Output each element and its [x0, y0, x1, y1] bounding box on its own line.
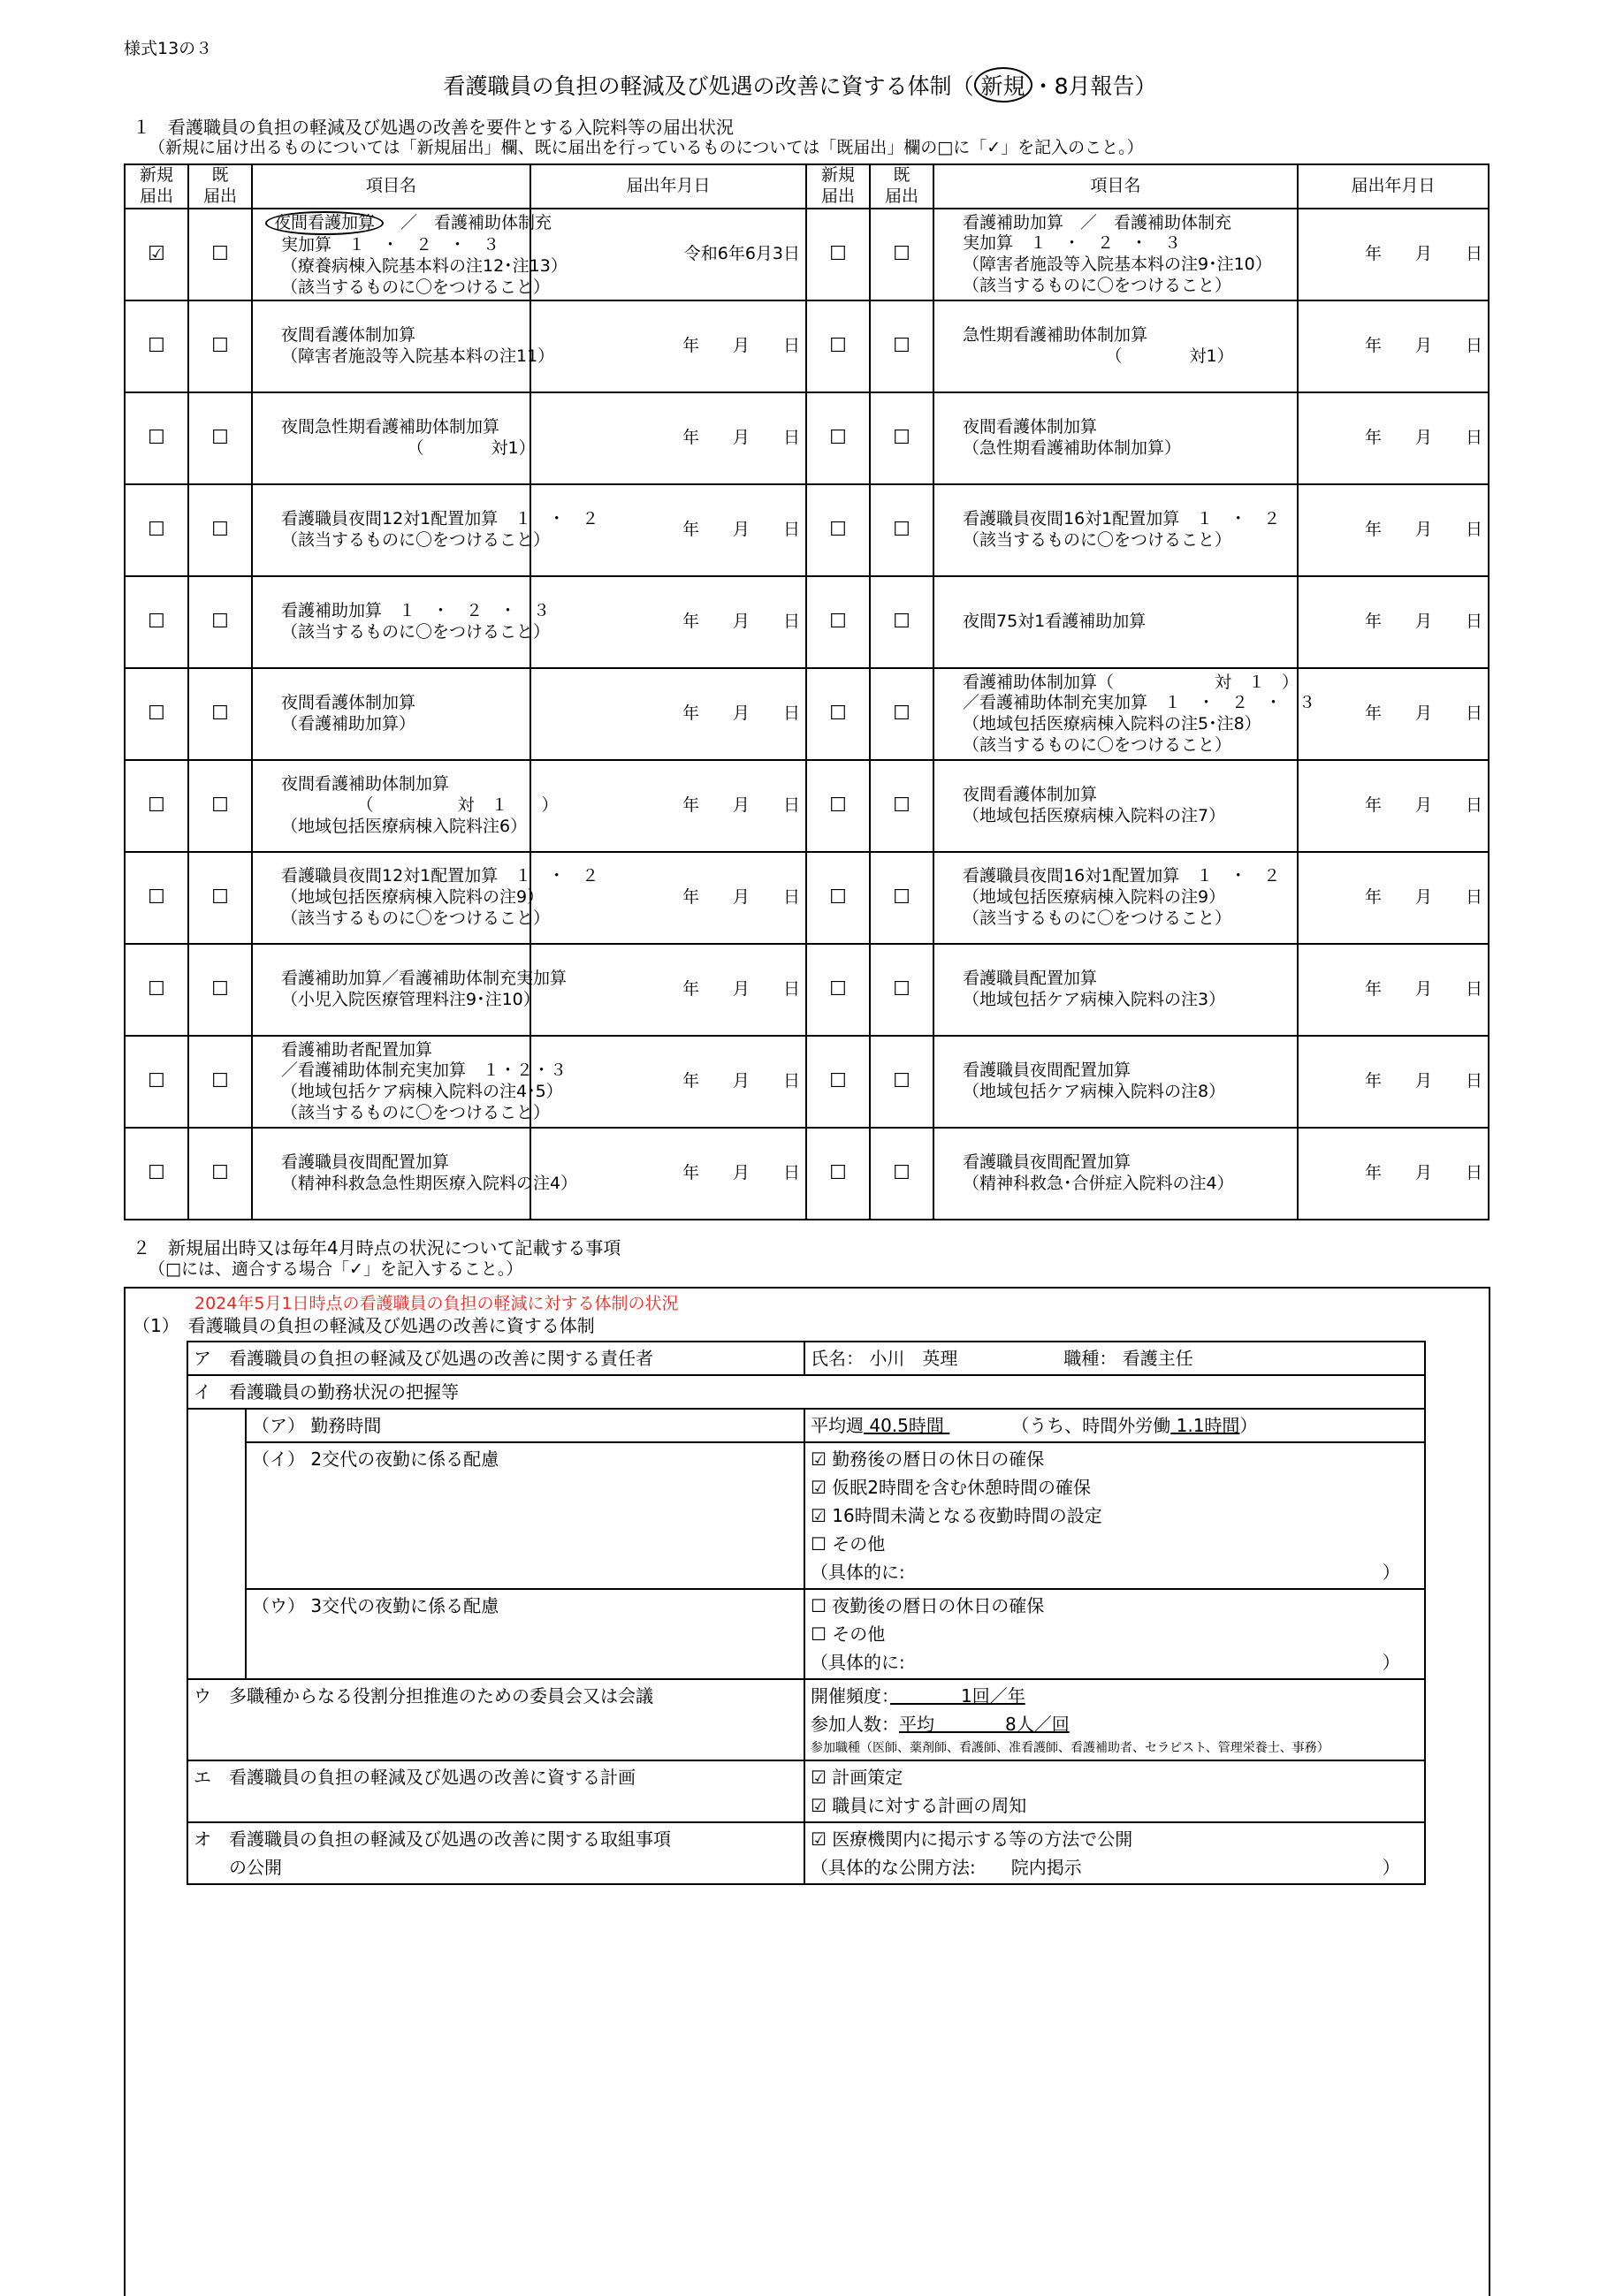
filing-date[interactable]: 年 月 日 — [1298, 209, 1489, 300]
two-shift-specific[interactable]: （具体的に: ） — [811, 1562, 1400, 1583]
item-name: 夜間看護体制加算 （看護補助加算） — [252, 668, 530, 760]
section2-note: （□には、適合する場合「✓」を記入すること。） — [149, 1259, 523, 1279]
new-filing-checkbox[interactable]: ☐ — [806, 209, 870, 300]
work-hours-value[interactable] — [804, 1409, 1425, 1442]
item-name: 夜間75対1看護補助加算 — [933, 576, 1298, 668]
subsection1-heading: （1） 看護職員の負担の軽減及び処遇の改善に資する体制 — [133, 1315, 595, 1336]
title-main: 看護職員の負担の軽減及び処遇の改善に資する体制 — [443, 73, 952, 99]
item-name: 看護職員夜間配置加算 （地域包括ケア病棟入院料の注8） — [933, 1036, 1298, 1128]
header-date-right: 届出年月日 — [1298, 164, 1489, 209]
item-name: 夜間看護補助体制加算 （ 対 １ ） （地域包括医療病棟入院料注6） — [252, 760, 530, 852]
three-shift-options — [804, 1589, 1425, 1679]
two-shift-options — [804, 1442, 1425, 1589]
filing-row — [125, 209, 1489, 300]
new-filing-checkbox[interactable]: ☑ — [125, 209, 188, 300]
filing-date[interactable]: 年 月 日 — [530, 484, 806, 576]
disclosure-label — [187, 1822, 804, 1884]
existing-filing-checkbox[interactable]: ☐ — [870, 576, 933, 668]
header-date: 届出年月日 — [530, 164, 806, 209]
item-name: 看護補助加算 １ ・ ２ ・ ３ （該当するものに〇をつけること） — [252, 576, 530, 668]
new-filing-checkbox[interactable]: ☐ — [806, 576, 870, 668]
existing-filing-checkbox[interactable]: ☐ — [188, 1128, 252, 1220]
existing-filing-checkbox[interactable]: ☐ — [188, 300, 252, 392]
participants-prefix: 参加人数： — [811, 1714, 899, 1735]
new-filing-checkbox[interactable]: ☐ — [125, 1128, 188, 1220]
work-hours-prefix: 平均週 — [811, 1415, 864, 1436]
new-filing-checkbox[interactable]: ☐ — [806, 760, 870, 852]
filing-date[interactable]: 年 月 日 — [530, 852, 806, 944]
new-filing-checkbox[interactable]: ☐ — [806, 300, 870, 392]
filing-row — [125, 1128, 1489, 1220]
existing-filing-checkbox[interactable]: ☐ — [188, 852, 252, 944]
item-name: 看護職員配置加算 （地域包括ケア病棟入院料の注3） — [933, 944, 1298, 1036]
existing-filing-checkbox[interactable]: ☐ — [188, 760, 252, 852]
item-name: 夜間看護体制加算 （障害者施設等入院基本料の注11） — [252, 300, 530, 392]
title-paren: （ — [951, 73, 974, 99]
overtime-close: ） — [1239, 1415, 1258, 1436]
committee-values — [804, 1679, 1425, 1760]
disclosure-label-line1: オ 看護職員の負担の軽減及び処遇の改善に関する取組事項 — [194, 1828, 671, 1851]
new-filing-checkbox[interactable]: ☐ — [125, 852, 188, 944]
filing-status-table — [124, 163, 1490, 1220]
new-filing-checkbox[interactable]: ☐ — [806, 392, 870, 484]
filing-row — [125, 1036, 1489, 1128]
filing-date[interactable]: 年 月 日 — [1298, 576, 1489, 668]
item-name: 看護補助加算 ／ 看護補助体制充 実加算 １ ・ ２ ・ ３ （障害者施設等入院基本料の注9･注10） （該当するものに〇をつけること） — [933, 209, 1298, 300]
section1-note: （新規に届け出るものについては「新規届出」欄、既に届出を行っているものについては「既届出」欄の□に「✓」を記入のこと。） — [149, 138, 1144, 157]
item-name: 看護職員夜間配置加算 （精神科救急急性期医療入院料の注4） — [252, 1128, 530, 1220]
header-new: 新規 届出 — [125, 164, 188, 209]
page-title — [0, 67, 1600, 103]
existing-filing-checkbox[interactable]: ☐ — [188, 392, 252, 484]
filing-date[interactable]: 年 月 日 — [1298, 760, 1489, 852]
participant-roles: 参加職種（医師、薬剤師、看護師、准看護師、看護補助者、セラピスト、管理栄養士、事務） — [811, 1741, 1330, 1755]
new-filing-checkbox[interactable]: ☐ — [125, 300, 188, 392]
item-name: 看護職員夜間配置加算 （精神科救急･合併症入院料の注4） — [933, 1128, 1298, 1220]
new-filing-checkbox[interactable]: ☐ — [125, 668, 188, 760]
existing-filing-checkbox[interactable]: ☐ — [188, 944, 252, 1036]
plan-label: エ 看護職員の負担の軽減及び処遇の改善に資する計画 — [187, 1760, 804, 1822]
filing-date[interactable]: 年 月 日 — [530, 668, 806, 760]
filing-date[interactable]: 年 月 日 — [530, 760, 806, 852]
existing-filing-checkbox[interactable]: ☐ — [870, 760, 933, 852]
existing-filing-checkbox[interactable]: ☐ — [188, 668, 252, 760]
item-name — [252, 209, 568, 300]
existing-filing-checkbox[interactable]: ☐ — [870, 852, 933, 944]
overtime-hours[interactable]: 1.1時間 — [1170, 1415, 1240, 1436]
circled-item-name: 夜間看護加算 — [265, 211, 384, 236]
filing-row — [125, 484, 1489, 576]
new-filing-checkbox[interactable]: ☐ — [125, 944, 188, 1036]
new-filing-checkbox[interactable]: ☐ — [125, 576, 188, 668]
two-shift-option-nap[interactable]: ☑ 仮眠2時間を含む休憩時間の確保 — [811, 1477, 1092, 1498]
existing-filing-checkbox[interactable]: ☐ — [870, 209, 933, 300]
two-shift-option-other[interactable]: ☐ その他 — [811, 1533, 886, 1555]
three-shift-specific[interactable]: （具体的に: ） — [811, 1652, 1400, 1673]
participant-count[interactable]: 平均 8人／回 — [899, 1714, 1070, 1735]
plan-option-notified[interactable]: ☑ 職員に対する計画の周知 — [811, 1795, 1027, 1817]
title-rest: ・8月報告） — [1032, 73, 1157, 99]
item-name: 看護職員夜間16対1配置加算 １ ・ ２ （地域包括医療病棟入院料の注9） （該当するものに〇をつけること） — [933, 852, 1298, 944]
filing-date[interactable]: 年 月 日 — [1298, 944, 1489, 1036]
plan-option-formulated[interactable]: ☑ 計画策定 — [811, 1767, 903, 1789]
filing-date[interactable]: 年 月 日 — [1298, 668, 1489, 760]
item-name: 看護補助加算／看護補助体制充実加算 （小児入院医療管理料注9･注10） — [252, 944, 530, 1036]
two-shift-label: （イ） 2交代の夜勤に係る配慮 — [246, 1442, 804, 1589]
frequency-prefix: 開催頻度： — [811, 1685, 890, 1707]
plan-options — [804, 1760, 1425, 1822]
item-name: 夜間急性期看護補助体制加算 （ 対1） — [252, 392, 530, 484]
filing-date[interactable]: 年 月 日 — [530, 1036, 806, 1128]
new-filing-checkbox[interactable]: ☐ — [125, 484, 188, 576]
new-filing-checkbox[interactable]: ☐ — [806, 484, 870, 576]
item-name: 夜間看護体制加算 （急性期看護補助体制加算） — [933, 392, 1298, 484]
burden-reduction-table — [187, 1341, 1426, 1885]
header-item: 項目名 — [252, 164, 530, 209]
item-name: 看護補助体制加算（ 対 １ ） ／看護補助体制充実加算 １ ・ ２ ・ ３ （地域包括医療病棟入院料の注5･注8） （該当するものに〇をつけること） — [933, 668, 1298, 760]
filing-row — [125, 760, 1489, 852]
overtime-prefix: （うち、時間外労働 — [949, 1415, 1171, 1436]
existing-filing-checkbox[interactable]: ☐ — [870, 1128, 933, 1220]
disclosure-option-posted[interactable]: ☑ 医療機関内に掲示する等の方法で公開 — [811, 1828, 1133, 1851]
filing-date[interactable]: 年 月 日 — [1298, 1036, 1489, 1128]
new-filing-checkbox[interactable]: ☐ — [806, 944, 870, 1036]
new-filing-checkbox[interactable]: ☐ — [806, 668, 870, 760]
item-name: 看護職員夜間12対1配置加算 １ ・ ２ （該当するものに〇をつけること） — [252, 484, 530, 576]
new-filing-checkbox[interactable]: ☐ — [125, 1036, 188, 1128]
item-name: 夜間看護体制加算 （地域包括医療病棟入院料の注7） — [933, 760, 1298, 852]
new-filing-checkbox[interactable]: ☐ — [806, 1128, 870, 1220]
header-new-right: 新規 届出 — [806, 164, 870, 209]
item-name-rest: ／ 看護補助体制充 実加算 １ ・ ２ ・ ３ （療養病棟入院基本料の注12･注13） （該当するものに〇をつけること） — [281, 212, 568, 297]
committee-label: ウ 多職種からなる役割分担推進のための委員会又は会議 — [187, 1679, 804, 1760]
existing-filing-checkbox[interactable]: ☐ — [188, 1036, 252, 1128]
filing-row — [125, 668, 1489, 760]
filing-date[interactable]: 年 月 日 — [1298, 484, 1489, 576]
header-existing-right: 既 届出 — [870, 164, 933, 209]
item-name: 看護補助者配置加算 ／看護補助体制充実加算 １・２・３ （地域包括ケア病棟入院料の注4･5） （該当するものに〇をつけること） — [252, 1036, 530, 1128]
filing-date[interactable]: 年 月 日 — [530, 944, 806, 1036]
two-shift-option-rest-day[interactable]: ☑ 勤務後の暦日の休日の確保 — [811, 1448, 1045, 1470]
three-shift-option-rest-day[interactable]: ☐ 夜勤後の暦日の休日の確保 — [811, 1595, 1045, 1616]
new-filing-checkbox[interactable]: ☐ — [125, 760, 188, 852]
filing-row — [125, 576, 1489, 668]
filing-date[interactable]: 年 月 日 — [1298, 392, 1489, 484]
existing-filing-checkbox[interactable]: ☐ — [870, 944, 933, 1036]
three-shift-label: （ウ） 3交代の夜勤に係る配慮 — [246, 1589, 804, 1679]
existing-filing-checkbox[interactable]: ☐ — [870, 392, 933, 484]
filing-date[interactable]: 年 月 日 — [530, 392, 806, 484]
disclosure-method[interactable]: （具体的な公開方法: 院内掲示 ） — [811, 1857, 1400, 1879]
filing-row — [125, 300, 1489, 392]
existing-filing-checkbox[interactable]: ☐ — [188, 209, 252, 300]
filing-date[interactable]: 令和6年6月3日 — [530, 209, 806, 300]
filing-date[interactable]: 年 月 日 — [1298, 300, 1489, 392]
filing-date[interactable]: 年 月 日 — [530, 1128, 806, 1220]
disclosure-label-line2: の公開 — [194, 1857, 282, 1879]
existing-filing-checkbox[interactable]: ☐ — [870, 484, 933, 576]
header-item-right: 項目名 — [933, 164, 1298, 209]
existing-filing-checkbox[interactable]: ☐ — [870, 1036, 933, 1128]
new-filing-checkbox[interactable]: ☐ — [806, 852, 870, 944]
filing-row — [125, 852, 1489, 944]
section1-heading: １ 看護職員の負担の軽減及び処遇の改善を要件とする入院料等の届出状況 — [133, 117, 734, 138]
responsible-person-label: ア 看護職員の負担の軽減及び処遇の改善に関する責任者 — [187, 1342, 804, 1375]
new-filing-checkbox[interactable]: ☐ — [125, 392, 188, 484]
header-existing: 既 届出 — [188, 164, 252, 209]
filing-date[interactable]: 年 月 日 — [530, 300, 806, 392]
work-hours-label: （ア） 勤務時間 — [246, 1409, 804, 1442]
existing-filing-checkbox[interactable]: ☐ — [870, 668, 933, 760]
three-shift-option-other[interactable]: ☐ その他 — [811, 1623, 886, 1645]
filing-row — [125, 392, 1489, 484]
item-name: 看護職員夜間12対1配置加算 １ ・ ２ （地域包括医療病棟入院料の注9） （該当するものに〇をつけること） — [252, 852, 530, 944]
responsible-person-value[interactable]: 氏名： 小川 英理 職種： 看護主任 — [804, 1342, 1425, 1375]
disclosure-options — [804, 1822, 1425, 1884]
status-date-note: 2024年5月1日時点の看護職員の負担の軽減に対する体制の状況 — [194, 1294, 679, 1313]
section2-heading: ２ 新規届出時又は毎年4月時点の状況について記載する事項 — [133, 1237, 621, 1258]
form-number: 様式13の３ — [124, 39, 213, 58]
work-status-label: イ 看護職員の勤務状況の把握等 — [187, 1375, 1425, 1409]
filing-row — [125, 944, 1489, 1036]
filing-date[interactable]: 年 月 日 — [1298, 1128, 1489, 1220]
item-name: 急性期看護補助体制加算 （ 対1） — [933, 300, 1298, 392]
filing-date[interactable]: 年 月 日 — [1298, 852, 1489, 944]
item-name: 看護職員夜間16対1配置加算 １ ・ ２ （該当するものに〇をつけること） — [933, 484, 1298, 576]
title-circled-new: 新規 — [974, 67, 1032, 103]
existing-filing-checkbox[interactable]: ☐ — [188, 576, 252, 668]
weekly-hours[interactable]: 40.5時間 — [864, 1415, 950, 1436]
existing-filing-checkbox[interactable]: ☐ — [188, 484, 252, 576]
meeting-frequency[interactable]: 1回／年 — [890, 1685, 1025, 1707]
new-filing-checkbox[interactable]: ☐ — [806, 1036, 870, 1128]
two-shift-option-16h[interactable]: ☑ 16時間未満となる夜勤時間の設定 — [811, 1505, 1102, 1526]
existing-filing-checkbox[interactable]: ☐ — [870, 300, 933, 392]
filing-date[interactable]: 年 月 日 — [530, 576, 806, 668]
